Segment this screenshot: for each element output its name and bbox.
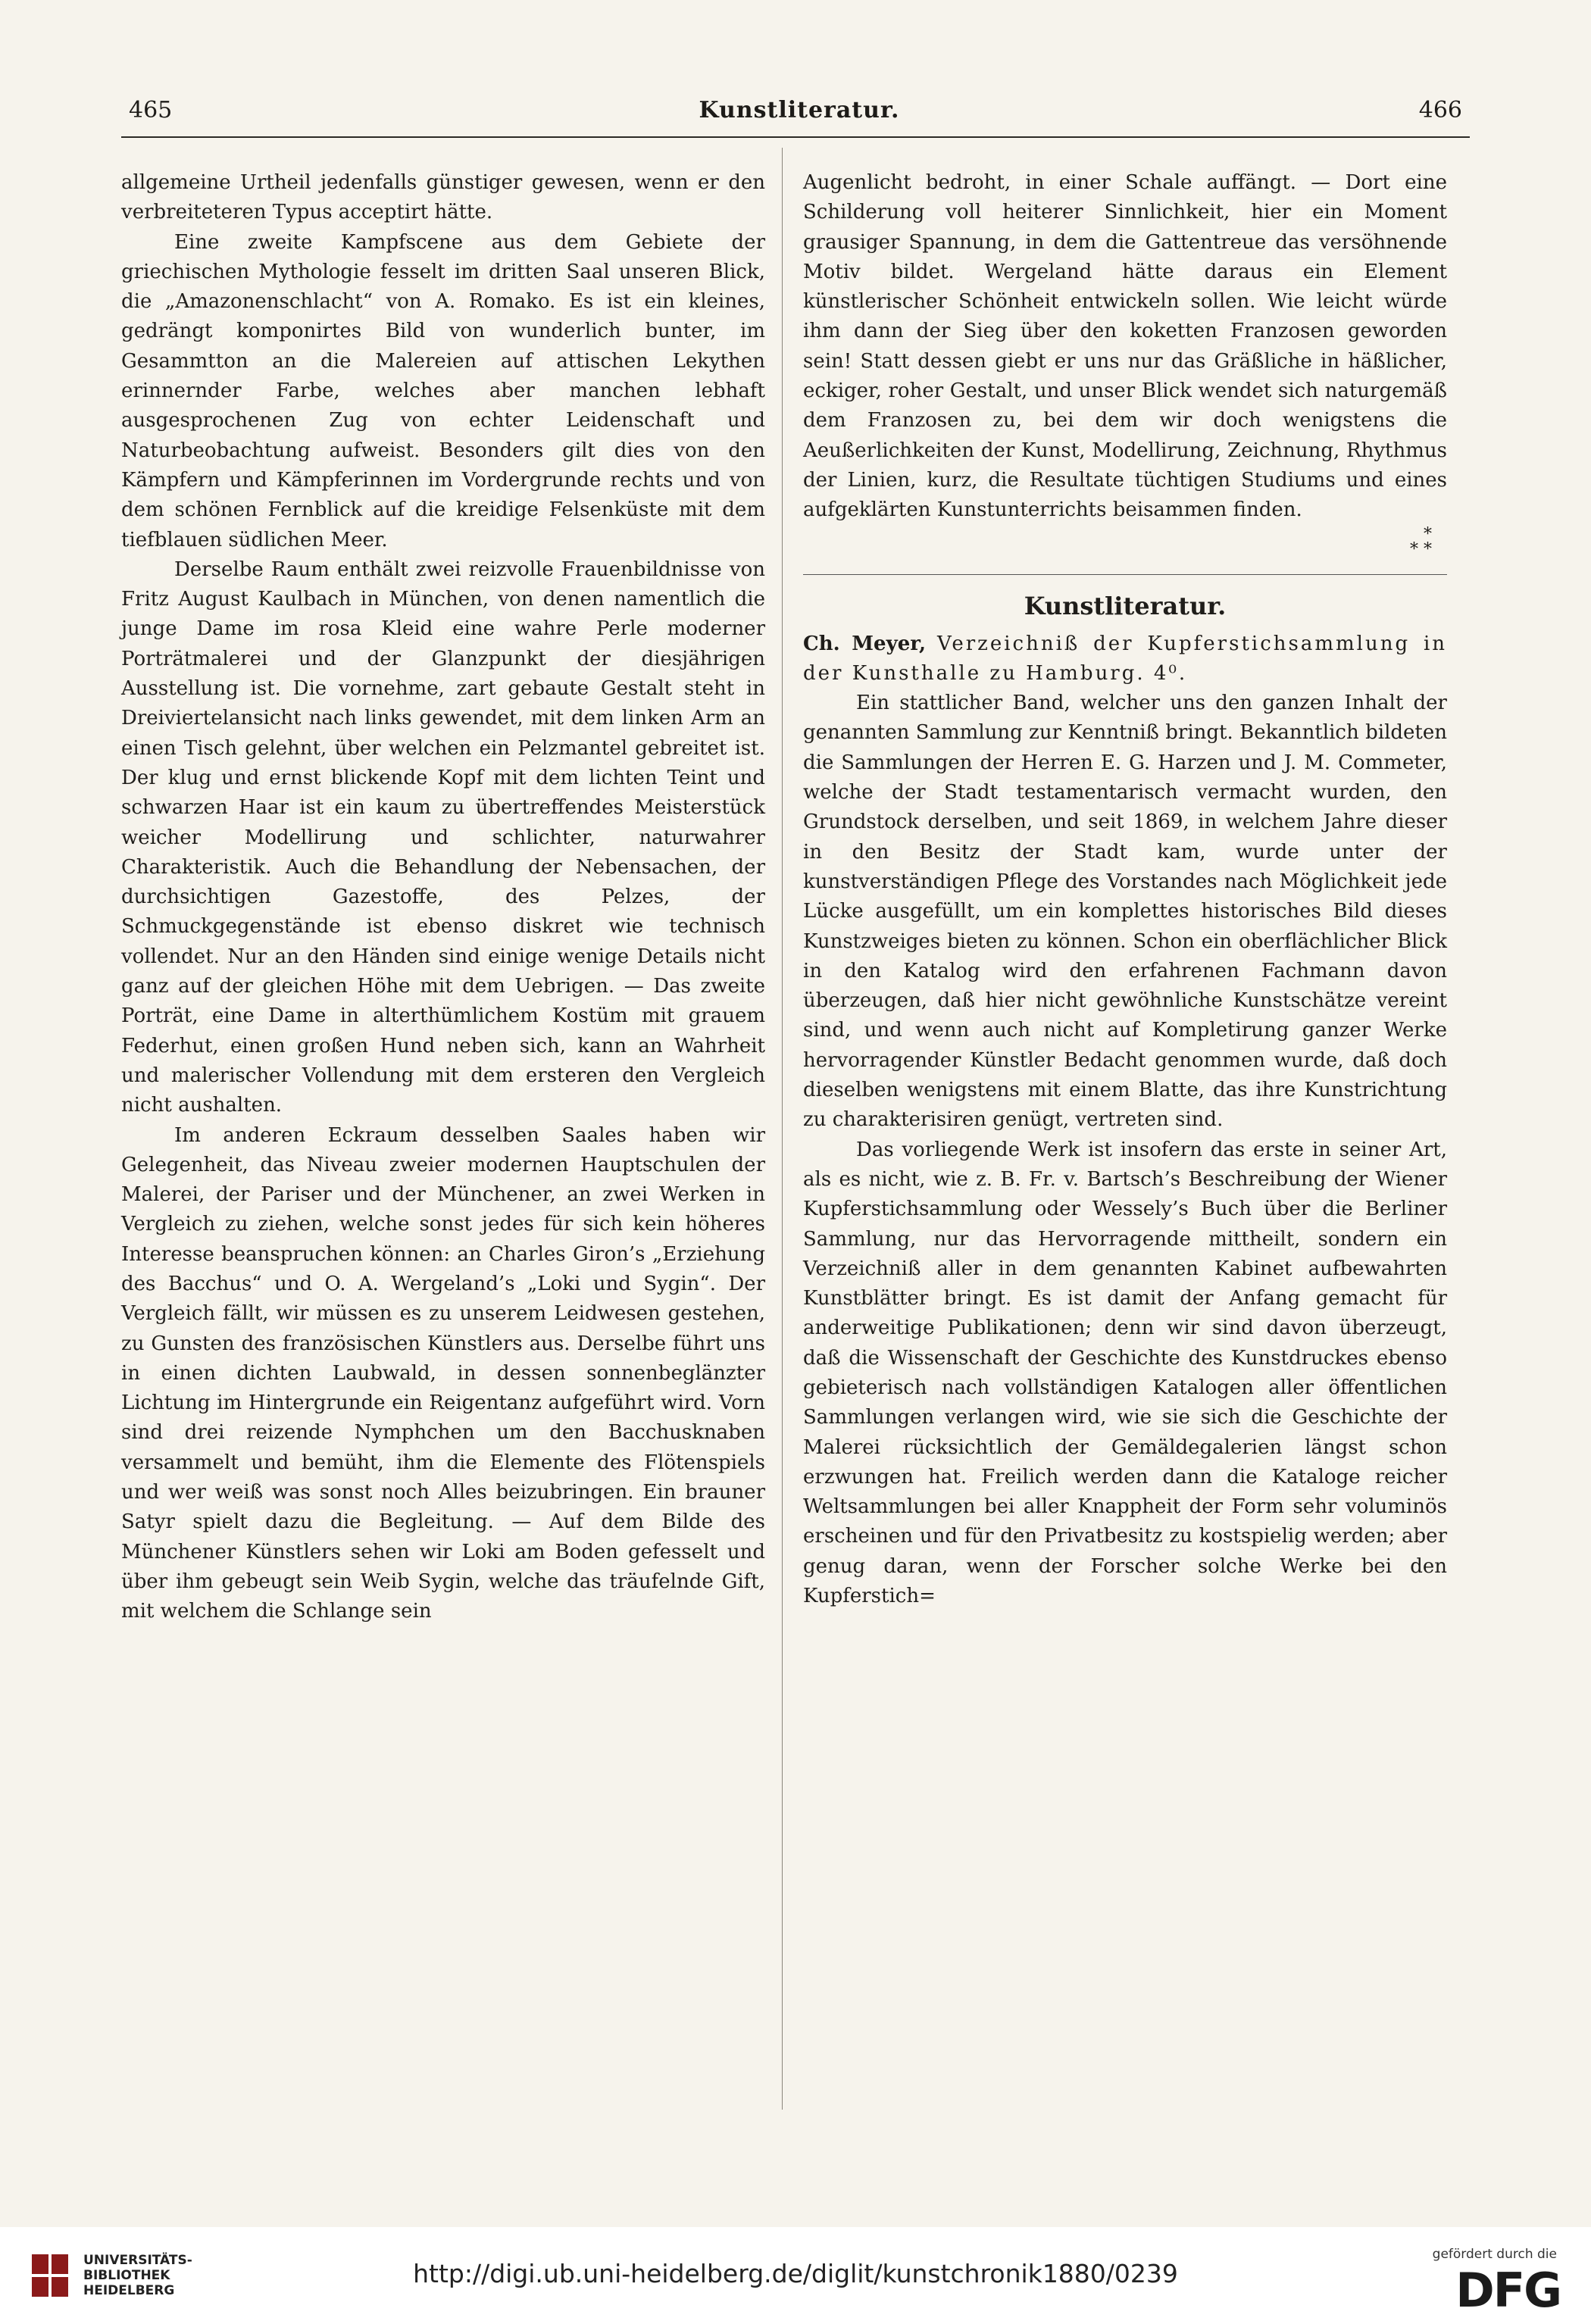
book-entry (803, 629, 1447, 689)
digitization-footer (0, 2227, 1591, 2324)
running-title: Kunstliteratur. (699, 97, 900, 123)
page-number-right: 466 (1418, 97, 1462, 123)
book-title: Verzeichniß der Kupferstichsammlung in der Kunsthalle zu Hamburg. 4⁰. (803, 632, 1448, 685)
running-header (114, 97, 1485, 130)
column-divider (782, 148, 783, 2110)
library-name: UNIVERSITÄTS- BIBLIOTHEK HEIDELBERG (83, 2253, 192, 2298)
paragraph: Derselbe Raum enthält zwei reizvolle Frauenbildnisse von Fritz August Kaulbach in München, von denen namentlich die junge Dame im rosa Kleid eine wahre Perle moderner Porträtmalerei und der Glanzpunkt der diesjährigen Ausstellung ist. Die vornehme, zart gebaute Gestalt steht in Dreiviertelansicht nach links gewendet, mit dem linken Arm an einen Tisch gelehnt, über welchen ein Pelzmantel gebreitet ist. Der klug und ernst blickende Kopf mit dem lichten Teint und schwarzen Haar ist ein kaum zu übertreffendes Meisterstück weicher Modellirung und schlichter, naturwahrer Charakteristik. Auch die Behandlung der Nebensachen, der durchsichtigen Gazestoffe, des Pelzes, der Schmuckgegenstände ist ebenso diskret wie technisch vollendet. Nur an den Händen sind einige wenige Details nicht ganz auf der gleichen Höhe mit dem Uebrigen. — Das zweite Porträt, eine Dame in alterthümlichem Kostüm mit grauem Federhut, einen großen Hund neben sich, kann an Wahrheit und malerischer Vollendung mit dem ersteren den Vergleich nicht aushalten. (121, 558, 765, 1117)
paragraph: Ein stattlicher Band, welcher uns den ganzen Inhalt der genannten Sammlung zur Kenntniß bringt. Bekanntlich bildeten die Sammlungen der Herren E. G. Harzen und J. M. Commeter, welche der Stadt testamentarisch vermacht wurden, den Grundstock derselben, und seit 1869, in welchem Jahre dieser in den Besitz der Stadt kam, wurde unter der kunstverständigen Pflege des Vorstandes nach Möglichkeit jede Lücke ausgefüllt, um ein komplettes historisches Bild dieses Kunstzweiges bieten zu können. Schon ein oberflächlicher Blick in den Katalog wird den erfahrenen Fachmann davon überzeugen, daß hier nicht gewöhnliche Kunstschätze vereint sind, und wenn auch nicht auf Kompletirung ganzer Werke hervorragender Künstler Bedacht genommen wurde, daß doch dieselben wenigstens mit einem Blatte, das ihre Kunstrichtung zu charakterisiren genügt, vertreten sind. (803, 692, 1447, 1132)
header-rule (121, 136, 1470, 138)
section-asterisks (803, 524, 1447, 559)
right-column (803, 168, 1447, 1611)
left-column (121, 168, 765, 1627)
section-heading: Kunstliteratur. (1024, 591, 1227, 620)
paragraph: Das vorliegende Werk ist insofern das erste in seiner Art, als es nicht, wie z. B. Fr. v. Bartsch’s Beschreibung der Wiener Kupferstichsammlung oder Wessely’s Buch über die Berliner Sammlung, nur das Hervorragende mittheilt, sondern ein Verzeichniß aller in dem genannten Kabinet aufbewahrten Kunstblätter bringt. Es ist damit der Anfang gemacht für anderweitige Publikationen; denn wir sind davon überzeugt, daß die Wissenschaft der Geschichte des Kunstdruckes ebenso gebieterisch nach vollständigen Katalogen aller öffentlichen Sammlungen verlangen wird, wie sie sich die Geschichte der Malerei rücksichtlich der Gemäldegalerien längst schon erzwungen hat. Freilich werden dann die Kataloge reicher Weltsammlungen bei aller Knappheit der Form sehr voluminös erscheinen und für den Privatbesitz zu kostspielig werden; aber genug daran, wenn der Forscher solche Werke bei den Kupferstich= (803, 1138, 1447, 1608)
section-rule (803, 574, 1447, 575)
page-number-left: 465 (129, 97, 173, 123)
paragraph: allgemeine Urtheil jedenfalls günstiger gewesen, wenn er den verbreiteteren Typus acceptirt hätte. (121, 171, 765, 224)
asterisk-group: * * * (1410, 524, 1432, 559)
digitization-url-link[interactable]: http://digi.ub.uni-heidelberg.de/diglit/kunstchronik1880/0239 (413, 2259, 1178, 2288)
paragraph: Augenlicht bedroht, in einer Schale auffängt. — Dort eine Schilderung voll heiterer Sinnlichkeit, hier ein Moment grausiger Spannung, in dem die Gattentreue das versöhnende Motiv bildet. Wergeland hätte daraus ein Element künstlerischer Schönheit entwickeln sollen. Wie leicht würde ihm dann der Sieg über den koketten Franzosen geworden sein! Statt dessen giebt er uns nur das Gräßliche in häßlicher, eckiger, roher Gestalt, und unser Blick wendet sich naturgemäß dem Franzosen zu, bei dem wir doch wenigstens die Aeußerlichkeiten der Kunst, Modellirung, Zeichnung, Rhythmus der Linien, kurz, die Resultate tüchtigen Studiums und eines aufgeklärten Kunstunterrichts beisammen finden. (803, 171, 1447, 522)
book-author: Ch. Meyer, (803, 632, 927, 655)
paragraph: Im anderen Eckraum desselben Saales haben wir Gelegenheit, das Niveau zweier modernen Hauptschulen der Malerei, der Pariser und der Münchener, an zwei Werken in Vergleich zu ziehen, welche sonst jedes für sich kein höheres Interesse beanspruchen können: an Charles Giron’s „Erziehung des Bacchus“ und O. A. Wergeland’s „Loki und Sygin“. Der Vergleich fällt, wir müssen es zu unserem Leidwesen gestehen, zu Gunsten des französischen Künstlers aus. Derselbe führt uns in einen dichten Laubwald, in dessen sonnenbeglänzter Lichtung im Hintergrunde ein Reigentanz aufgeführt wird. Vorn sind drei reizende Nymphchen um den Bacchusknaben versammelt und bemüht, ihm die Elemente des Flötenspiels und wer weiß was sonst noch Alles beizubringen. Ein brauner Satyr spielt dazu die Begleitung. — Auf dem Bilde des Münchener Künstlers sehen wir Loki am Boden gefesselt und über ihm gebeugt sein Weib Sygin, welche das träufelnde Gift, mit welchem die Schlange sein (121, 1123, 765, 1623)
paragraph: Eine zweite Kampfscene aus dem Gebiete der griechischen Mythologie fesselt im dritten Saal unseren Blick, die „Amazonenschlacht“ von A. Romako. Es ist ein kleines, gedrängt komponirtes Bild von wunderlich bunter, im Gesammtton an die Malereien auf attischen Lekythen erinnernder Farbe, welches aber manchen lebhaft ausgesprochenen Zug von echter Leidenschaft und Naturbeobachtung aufweist. Besonders gilt dies von den Kämpfern und Kämpferinnen im Vordergrunde rechts und von dem schönen Fernblick auf die kreidige Felsenküste mit dem tiefblauen südlichen Meer. (121, 230, 765, 551)
funding-note: gefördert durch die (1432, 2247, 1557, 2262)
dfg-logo: DFG (1455, 2263, 1561, 2318)
